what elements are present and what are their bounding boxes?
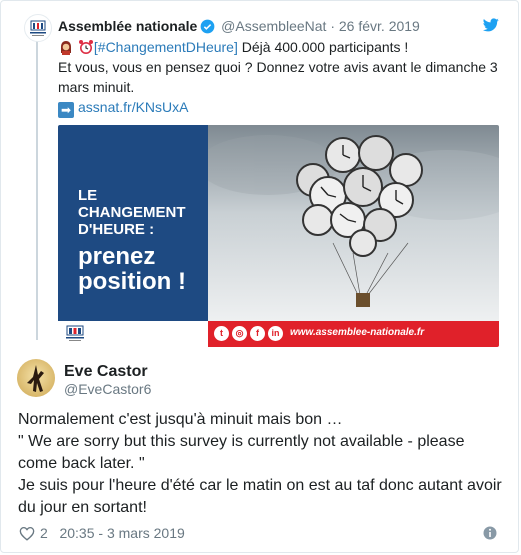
right-arrow-emoji-icon: ➡	[58, 102, 74, 118]
twitter-icon: t	[214, 326, 229, 341]
quoted-text-line2: Et vous, vous en pensez quoi ? Donnez votre avis avant le dimanche 3 mars minuit.	[58, 59, 498, 95]
info-icon[interactable]	[483, 526, 497, 540]
verified-badge-icon	[200, 19, 215, 34]
short-link[interactable]: assnat.fr/KNsUxA	[78, 99, 189, 115]
linkedin-icon: in	[268, 326, 283, 341]
quoted-tweet-date[interactable]: 26 févr. 2019	[338, 18, 420, 34]
reply-line-1: Normalement c'est jusqu'à minuit mais bon …	[18, 411, 343, 428]
reply-author-handle[interactable]: @EveCastor6	[64, 381, 152, 397]
quoted-author-handle[interactable]: @AssembleeNat	[221, 18, 327, 34]
quoted-author-name[interactable]: Assemblée nationale	[58, 18, 198, 34]
quoted-tweet-text	[58, 37, 508, 118]
reply-meta	[19, 525, 185, 541]
hashtag-link[interactable]: [#ChangementDHeure]	[93, 39, 238, 55]
reply-text	[18, 409, 508, 519]
banner-url: www.assemblee-nationale.fr	[290, 327, 425, 338]
header-separator: ·	[330, 18, 335, 34]
assemblee-nationale-avatar[interactable]	[24, 14, 52, 42]
banner-headline-bottom: prenez position !	[78, 243, 186, 295]
reply-line-3: Je suis pour l'heure d'été car le matin on est au taf donc autant avoir du jour en sortant!	[18, 477, 502, 516]
instagram-icon: ◎	[232, 326, 247, 341]
like-count[interactable]: 2	[40, 525, 48, 541]
clock-balloon-picture	[208, 125, 499, 321]
woman-emoji-icon	[58, 39, 74, 55]
banner-headline	[78, 187, 204, 294]
tweet-media-image[interactable]	[58, 125, 499, 347]
banner-headline-top: LE CHANGEMENT D'HEURE :	[78, 187, 186, 238]
reply-timestamp[interactable]: 20:35 - 3 mars 2019	[59, 525, 185, 541]
assemblee-logo-icon	[64, 324, 86, 344]
facebook-icon: f	[250, 326, 265, 341]
thread-line	[36, 40, 38, 340]
reply-line-2: " We are sorry but this survey is currently not available - please come back later. "	[18, 433, 465, 472]
heart-icon[interactable]	[19, 526, 35, 541]
eve-castor-avatar[interactable]	[17, 359, 55, 397]
reply-author-name[interactable]: Eve Castor	[64, 363, 148, 380]
twitter-bird-icon[interactable]	[483, 18, 499, 32]
quoted-text-part1: Déjà 400.000 participants !	[237, 39, 409, 55]
quoted-tweet-header	[58, 17, 420, 35]
alarm-clock-emoji-icon	[78, 39, 94, 55]
